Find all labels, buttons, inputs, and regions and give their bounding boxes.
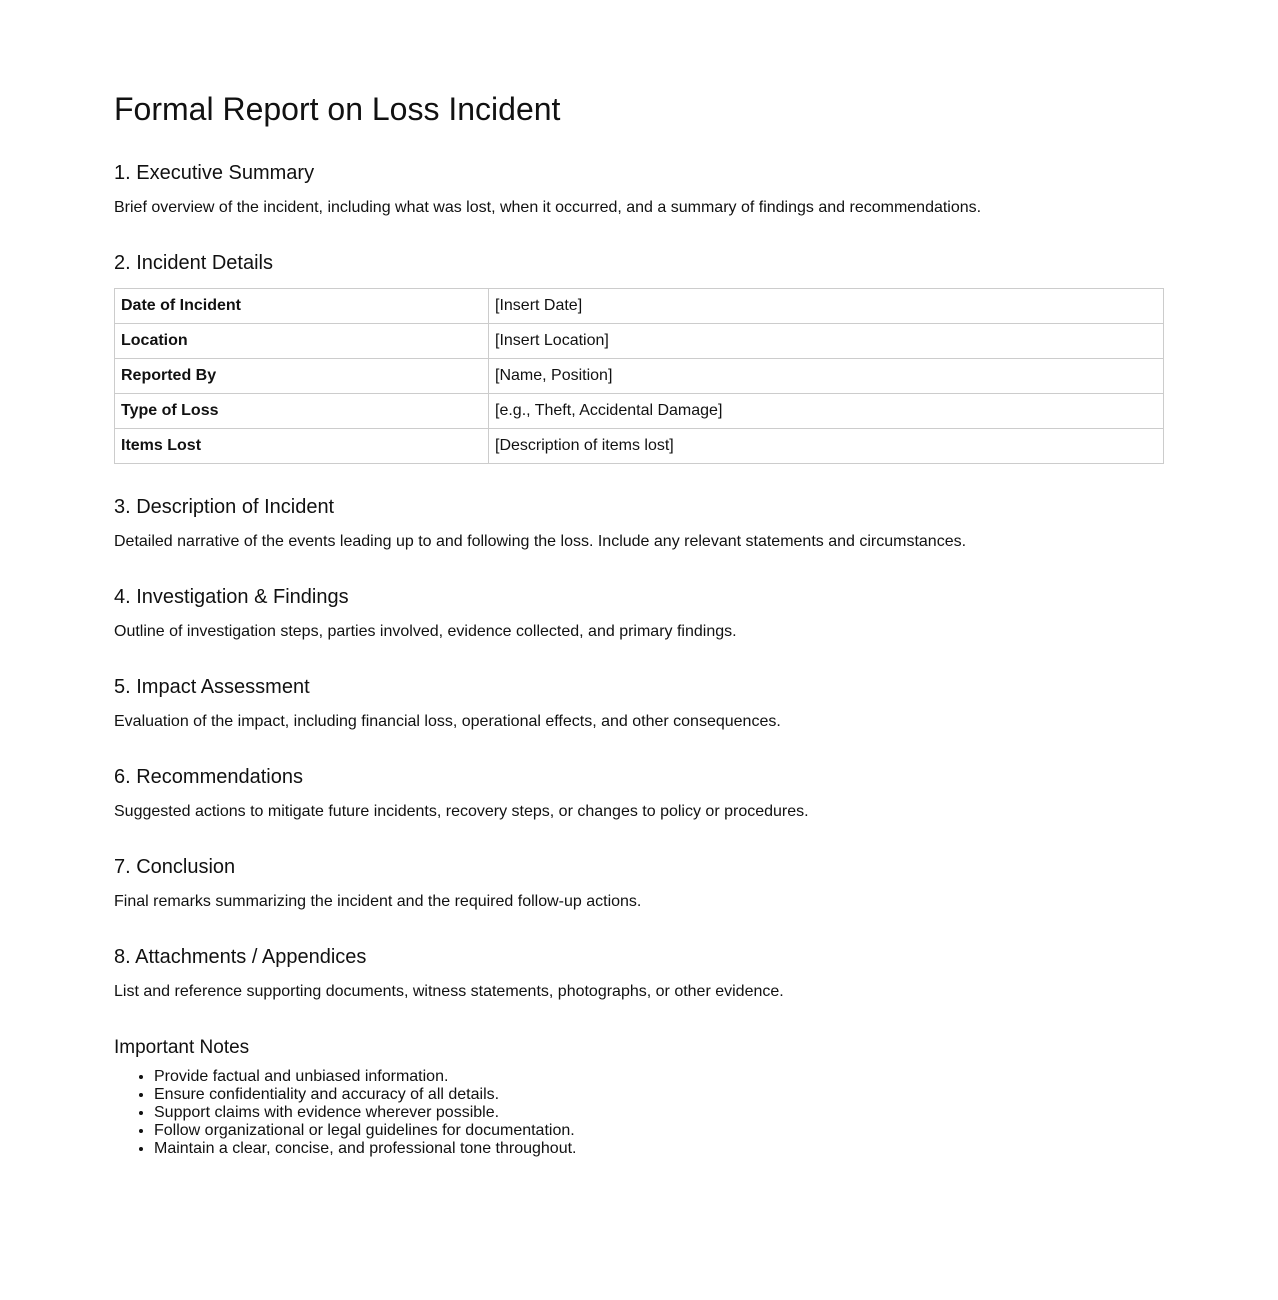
notes-list xyxy=(114,1068,1164,1158)
section-text: Outline of investigation steps, parties involved, evidence collected, and primary findings. xyxy=(114,623,737,640)
section-heading: 5. Impact Assessment xyxy=(114,676,310,698)
section-text: Detailed narrative of the events leading up to and following the loss. Include any relevant statements and circumstances. xyxy=(114,533,967,550)
section-heading: 2. Incident Details xyxy=(114,252,273,274)
table-value-cell: [Description of items lost] xyxy=(489,429,1164,464)
list-item: • Provide factual and unbiased information. xyxy=(154,1068,1164,1086)
section-impact xyxy=(114,675,1164,731)
section-conclusion xyxy=(114,855,1164,911)
section-incident-details xyxy=(114,251,1164,464)
notes-heading: Important Notes xyxy=(114,1037,250,1058)
section-heading: 1. Executive Summary xyxy=(114,162,315,184)
table-label-cell: Date of Incident xyxy=(115,289,489,324)
table-label-cell: Location xyxy=(115,324,489,359)
section-description xyxy=(114,495,1164,551)
table-label-cell: Items Lost xyxy=(115,429,489,464)
table-value-cell: [e.g., Theft, Accidental Damage] xyxy=(489,394,1164,429)
section-heading: 6. Recommendations xyxy=(114,766,303,788)
section-text: Evaluation of the impact, including financial loss, operational effects, and other consequences. xyxy=(114,713,781,730)
list-item: • Support claims with evidence wherever possible. xyxy=(154,1104,1164,1122)
section-attachments xyxy=(114,945,1164,1001)
section-text: Final remarks summarizing the incident and the required follow-up actions. xyxy=(114,893,642,910)
section-heading: 3. Description of Incident xyxy=(114,496,335,518)
list-item: • Ensure confidentiality and accuracy of all details. xyxy=(154,1086,1164,1104)
table-value-cell: [Insert Date] xyxy=(489,289,1164,324)
section-investigation xyxy=(114,585,1164,641)
table-row xyxy=(115,324,1164,359)
section-heading: 7. Conclusion xyxy=(114,856,236,878)
section-heading: 8. Attachments / Appendices xyxy=(114,946,367,968)
section-text: Suggested actions to mitigate future incidents, recovery steps, or changes to policy or procedures. xyxy=(114,803,809,820)
section-text: Brief overview of the incident, including what was lost, when it occurred, and a summary of findings and recommendations. xyxy=(114,199,982,216)
section-heading: 4. Investigation & Findings xyxy=(114,586,349,608)
table-row xyxy=(115,359,1164,394)
list-item: • Follow organizational or legal guidelines for documentation. xyxy=(154,1122,1164,1140)
table-value-cell: [Insert Location] xyxy=(489,324,1164,359)
table-value-cell: [Name, Position] xyxy=(489,359,1164,394)
page-title: Formal Report on Loss Incident xyxy=(114,91,561,127)
important-notes xyxy=(114,1037,1164,1158)
list-item: • Maintain a clear, concise, and professional tone throughout. xyxy=(154,1140,1164,1158)
incident-details-table xyxy=(114,288,1164,464)
table-label-cell: Type of Loss xyxy=(115,394,489,429)
section-recommendations xyxy=(114,765,1164,821)
table-label-cell: Reported By xyxy=(115,359,489,394)
table-row xyxy=(115,429,1164,464)
table-row xyxy=(115,394,1164,429)
section-executive-summary xyxy=(114,161,1164,217)
section-text: List and reference supporting documents, witness statements, photographs, or other evidence. xyxy=(114,983,784,1000)
table-row xyxy=(115,289,1164,324)
